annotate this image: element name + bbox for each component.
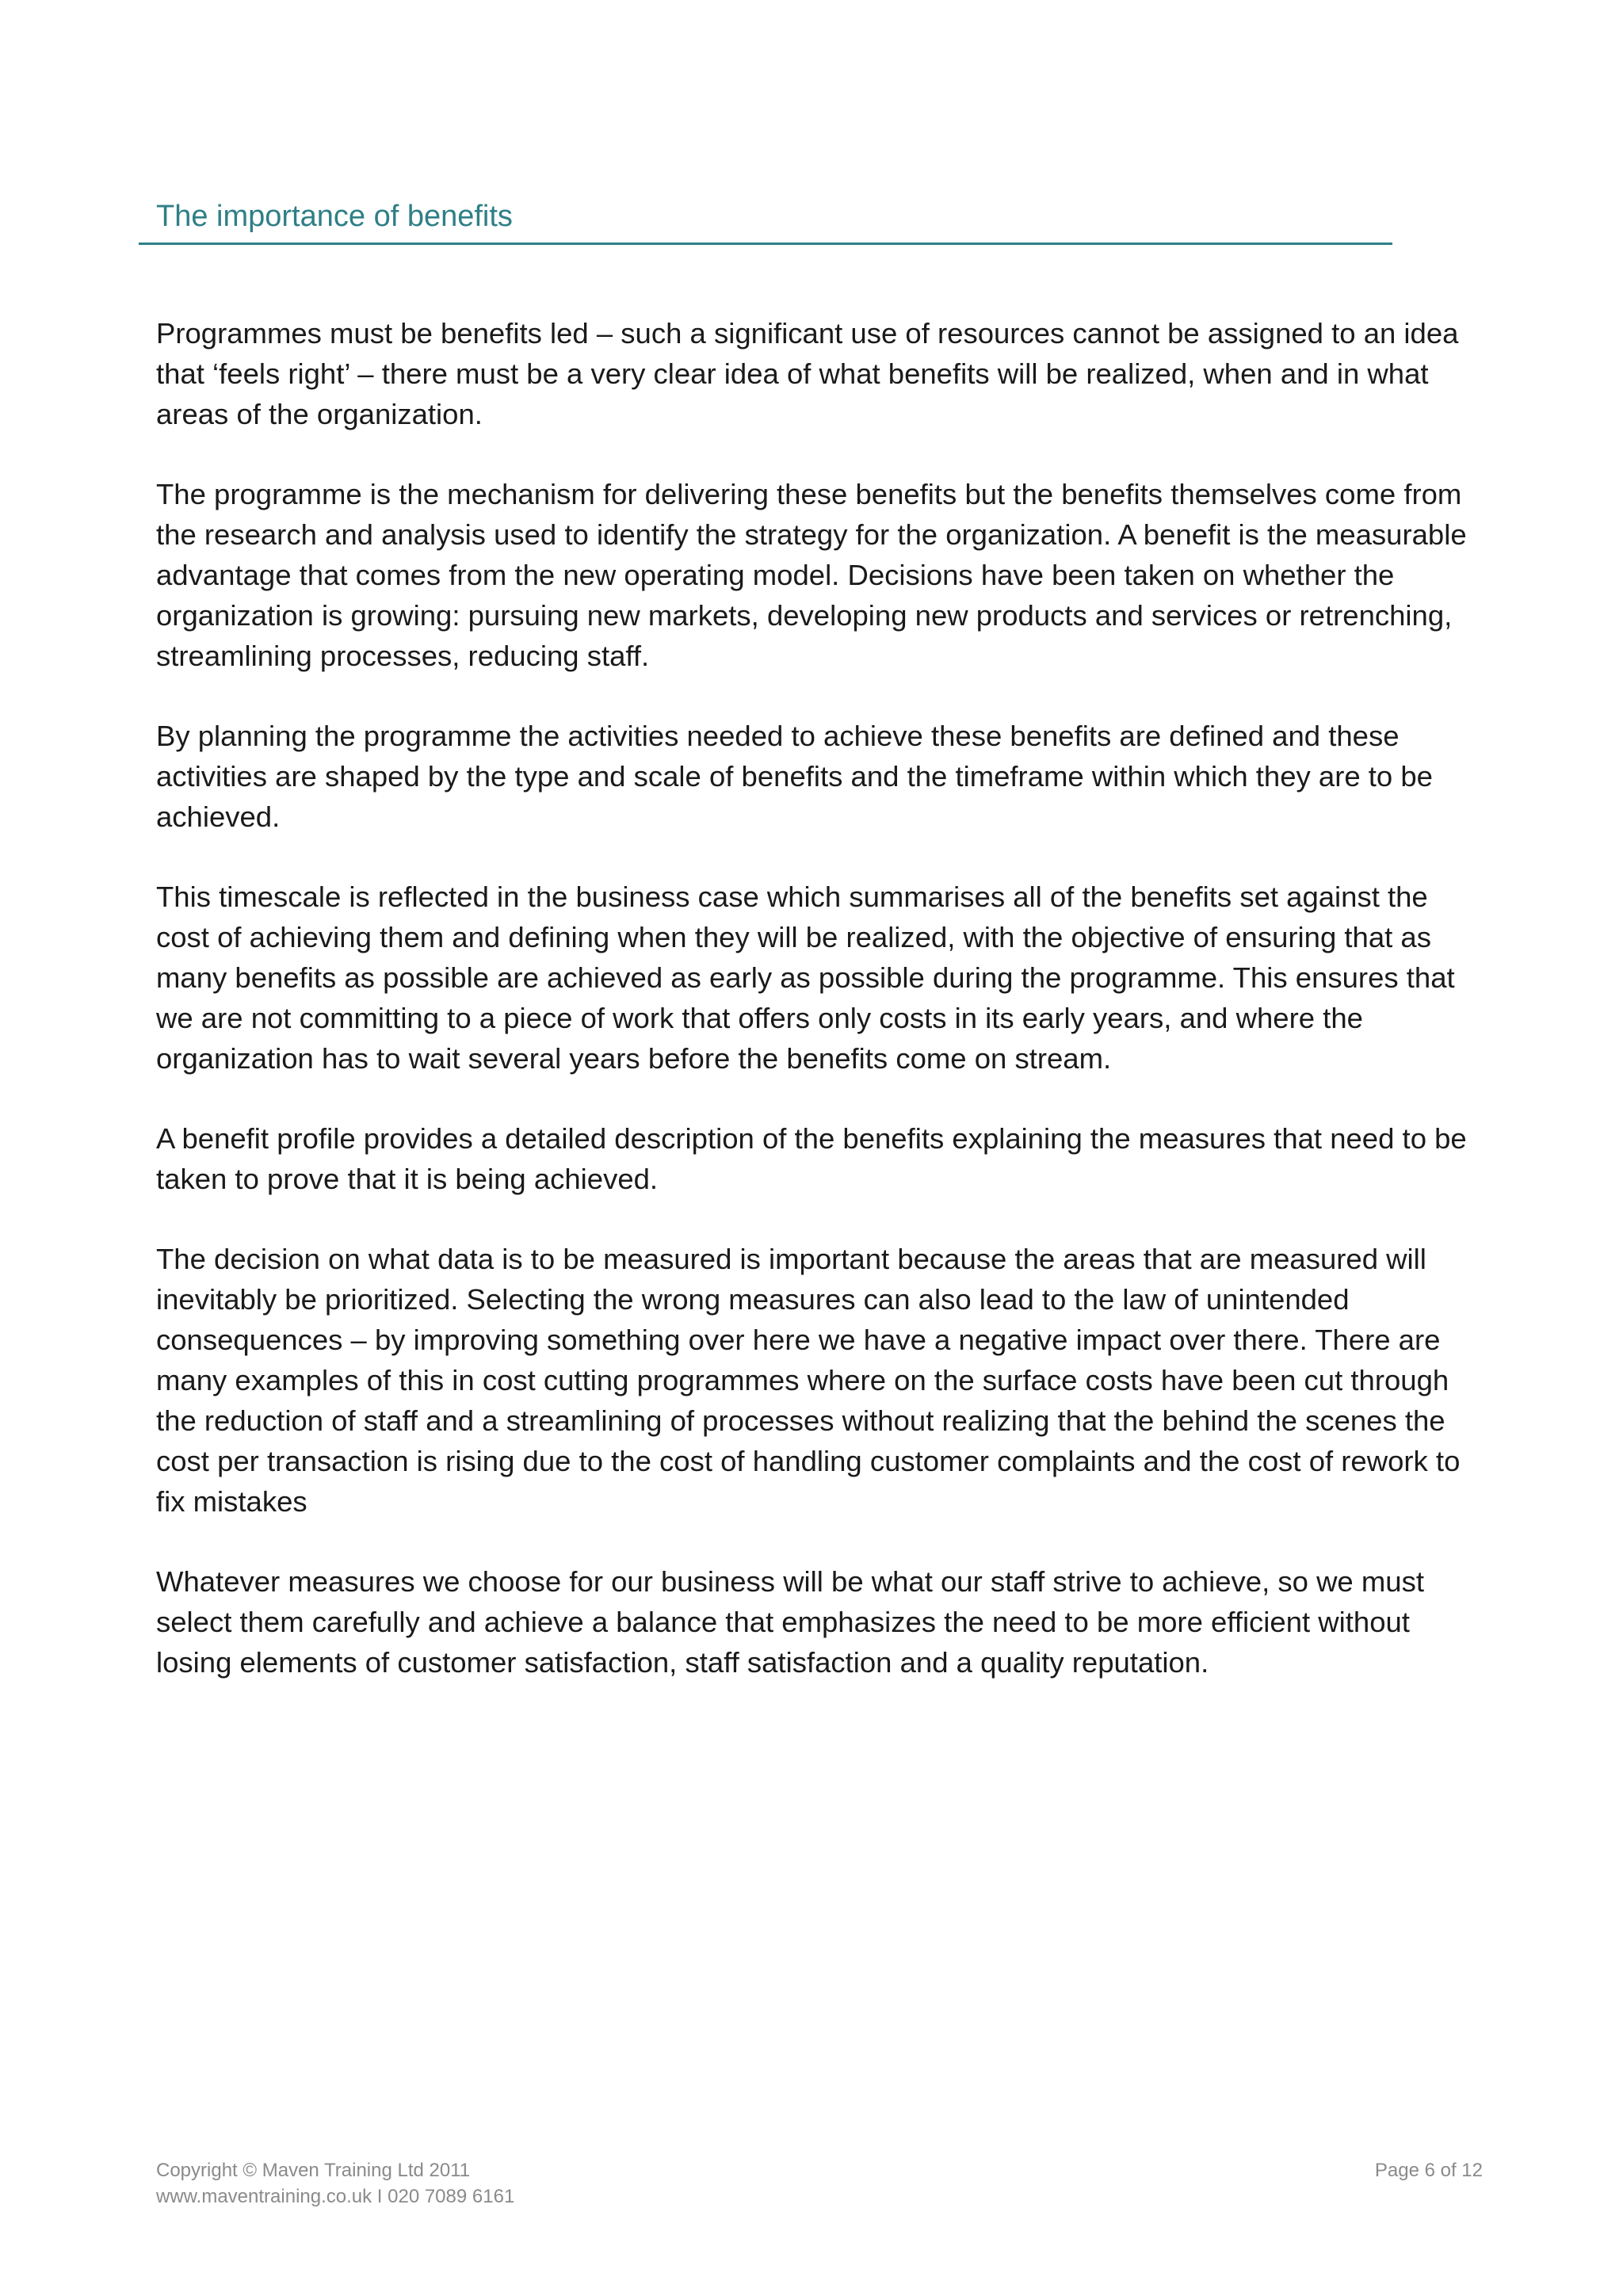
paragraph-3: By planning the programme the activities needed to achieve these benefits are defined and these activities are shaped by the type and scale of benefits and the timeframe within which they are to be achieved. [156, 720, 1433, 833]
paragraph-2: The programme is the mechanism for delivering these benefits but the benefits themselves come from the research and analysis used to identify the strategy for the organization. A benefit is the measurable advantage that comes from the new operating model. Decisions have been taken on whether the organization is growing: pursuing new markets, developing new products and services or retrenching, streamlining processes, reducing staff. [156, 478, 1467, 672]
footer-copyright: Copyright © Maven Training Ltd 2011 [156, 2160, 471, 2181]
footer-contact: www.maventraining.co.uk I 020 7089 6161 [156, 2186, 515, 2207]
page-footer [156, 2157, 1483, 2221]
paragraph-6: The decision on what data is to be measured is important because the areas that are measured will inevitably be prioritized. Selecting the wrong measures can also lead to the law of unintended consequences – by improving something over here we have a negative impact over there. There are many examples of this in cost cutting programmes where on the surface costs have been cut through the reduction of staff and a streamlining of processes without realizing that the behind the scenes the cost per transaction is rising due to the cost of handling customer complaints and the cost of rework to fix mistakes [156, 1243, 1461, 1518]
paragraph-5: A benefit profile provides a detailed description of the benefits explaining the measures that need to be taken to prove that it is being achieved. [156, 1122, 1467, 1195]
page-number: Page 6 of 12 [1374, 2160, 1483, 2181]
paragraph-4: This timescale is reflected in the business case which summarises all of the benefits set against the cost of achieving them and defining when they will be realized, with the objective of ensuring that as many benefits as possible are achieved as early as possible during the programme. This ensures that we are not committing to a piece of work that offers only costs in its early years, and where the organization has to wait several years before the benefits come on stream. [156, 881, 1455, 1075]
footer-left [156, 2157, 514, 2210]
paragraph-7: Whatever measures we choose for our business will be what our staff strive to achieve, so we must select them carefully and achieve a balance that emphasizes the need to be more efficient without losing elements of customer satisfaction, staff satisfaction and a quality reputation. [156, 1565, 1424, 1679]
heading-underline [139, 243, 1392, 245]
paragraph-1: Programmes must be benefits led – such a significant use of resources cannot be assigned to an idea that ‘feels right’ – there must be a very clear idea of what benefits will be realized, when and in what areas of the organization. [156, 317, 1459, 430]
section-heading: The importance of benefits [156, 200, 513, 233]
body-text [156, 313, 1487, 1722]
